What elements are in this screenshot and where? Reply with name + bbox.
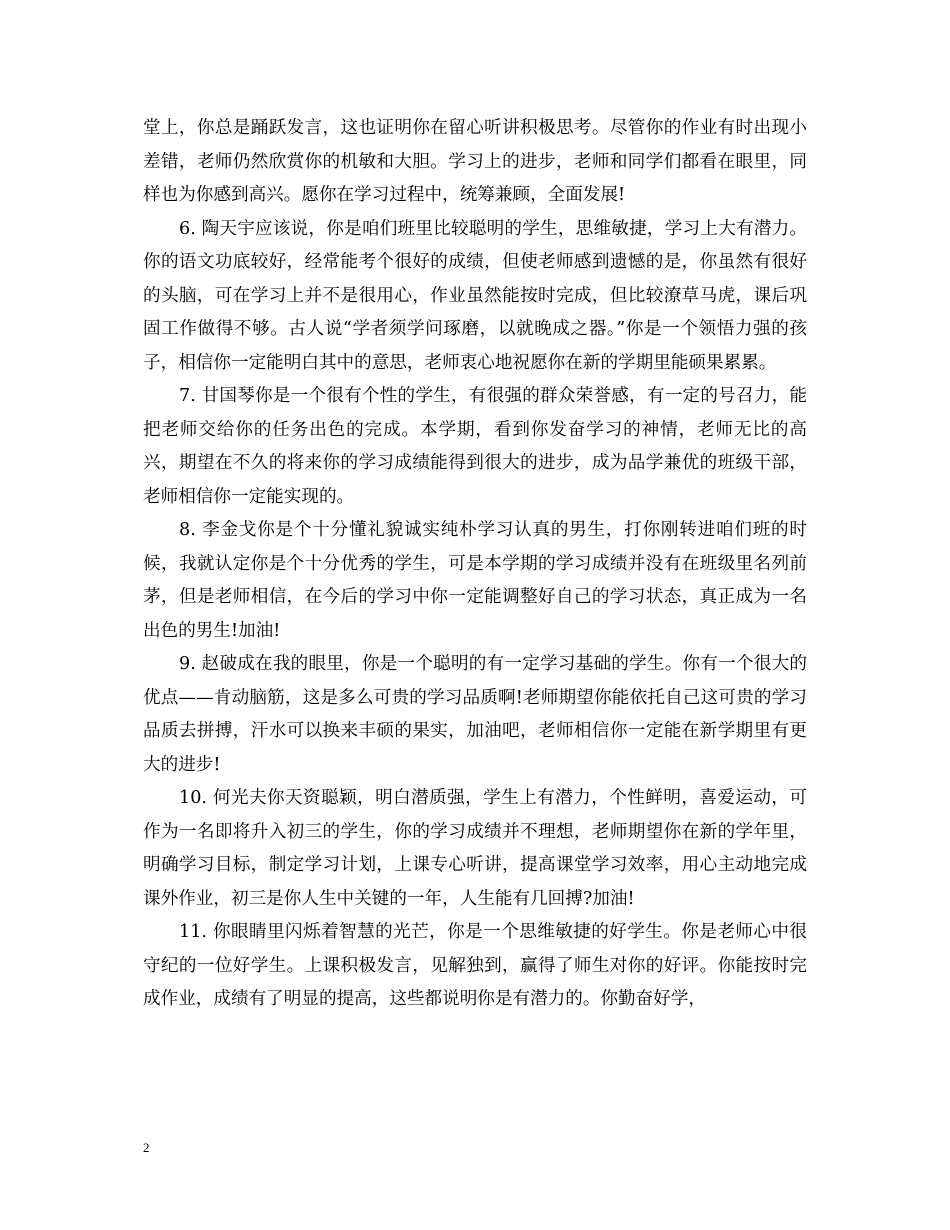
paragraph-item-7: 7. 甘国琴你是一个很有个性的学生，有很强的群众荣誉感，有一定的号召力，能把老师交给你的任务出色的完成。本学期，看到你发奋学习的神情，老师无比的高兴，期望在不久的将来你的学习成绩能得到很大的进步，成为品学兼优的班级干部，老师相信你一定能实现的。 — [143, 386, 807, 507]
paragraph-item-8: 8. 李金戈你是个十分懂礼貌诚实纯朴学习认真的男生，打你刚转进咱们班的时候，我就认定你是个十分优秀的学生，可是本学期的学习成绩并没有在班级里名列前茅，但是老师相信，在今后的学习中你一定能调整好自己的学习状态，真正成为一名出色的男生!加油! — [143, 520, 807, 641]
document-body — [143, 112, 807, 1017]
paragraph-item-10: 10. 何光夫你天资聪颖，明白潜质强，学生上有潜力，个性鲜明，喜爱运动，可作为一名即将升入初三的学生，你的学习成绩并不理想，老师期望你在新的学年里，明确学习目标，制定学习计划，上课专心听讲，提高课堂学习效率，用心主动地完成课外作业，初三是你人生中关键的一年，人生能有几回搏?加油! — [143, 788, 807, 909]
paragraph-continuation: 堂上，你总是踊跃发言，这也证明你在留心听讲积极思考。尽管你的作业有时出现小差错，老师仍然欣赏你的机敏和大胆。学习上的进步，老师和同学们都看在眼里，同样也为你感到高兴。愿你在学习过程中，统筹兼顾，全面发展! — [143, 118, 807, 205]
paragraph-item-9: 9. 赵破成在我的眼里，你是一个聪明的有一定学习基础的学生。你有一个很大的优点——肯动脑筋，这是多么可贵的学习品质啊!老师期望你能依托自己这可贵的学习品质去拼搏，汗水可以换来丰硕的果实，加油吧，老师相信你一定能在新学期里有更大的进步! — [143, 654, 807, 775]
paragraph-item-6: 6. 陶天宇应该说，你是咱们班里比较聪明的学生，思维敏捷，学习上大有潜力。你的语文功底较好，经常能考个很好的成绩，但使老师感到遗憾的是，你虽然有很好的头脑，可在学习上并不是很用心，作业虽然能按时完成，但比较潦草马虎，课后巩固工作做得不够。古人说“学者须学问琢磨，以就晚成之器。”你是一个领悟力强的孩子，相信你一定能明白其中的意思，老师衷心地祝愿你在新的学期里能硕果累累。 — [143, 218, 807, 373]
page-number: 2 — [143, 1140, 150, 1155]
paragraph-item-11: 11. 你眼睛里闪烁着智慧的光芒，你是一个思维敏捷的好学生。你是老师心中很守纪的一位好学生。上课积极发言，见解独到，赢得了师生对你的好评。你能按时完成作业，成绩有了明显的提高，这些都说明你是有潜力的。你勤奋好学， — [143, 922, 807, 1009]
